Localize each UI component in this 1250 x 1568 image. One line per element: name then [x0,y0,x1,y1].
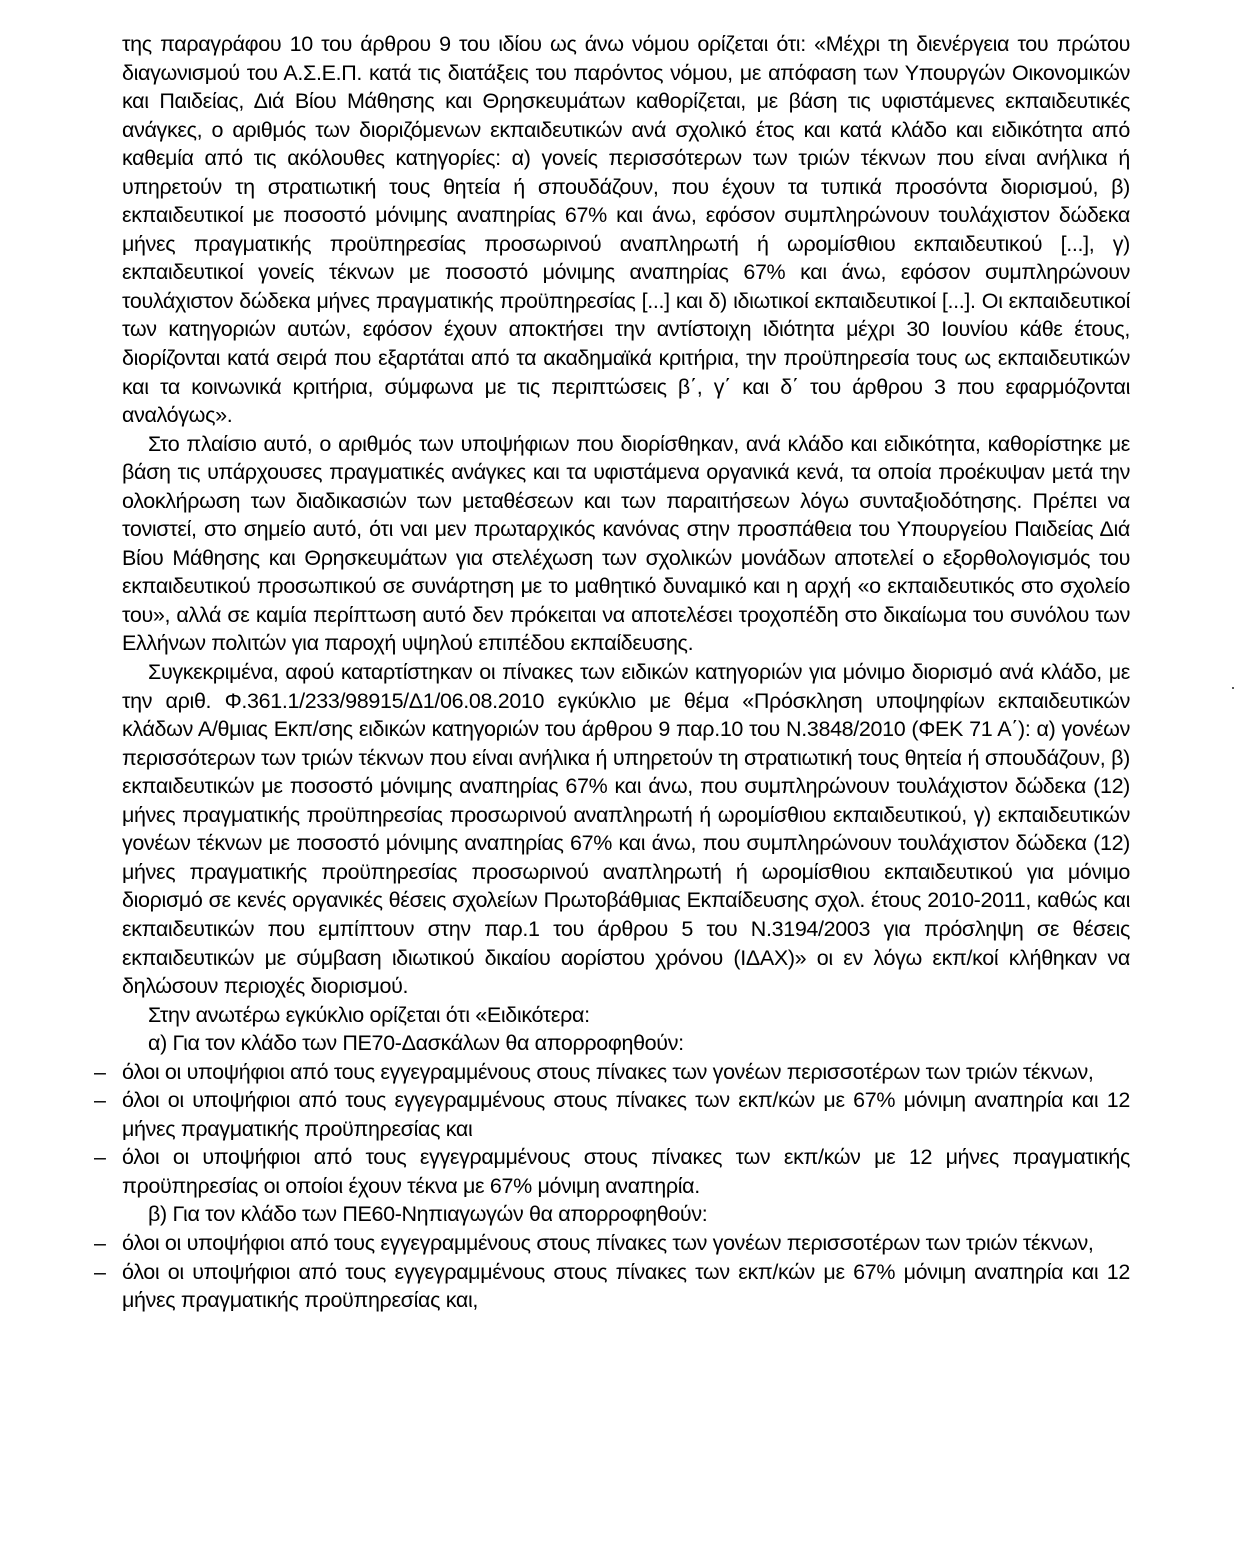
list-item-text: όλοι οι υποψήφιοι από τους εγγεγραμμένους στους πίνακες των γονέων περισσοτέρων των τριών τέκνων, [122,1059,1094,1084]
list-item [94,1258,1130,1315]
section-a-heading: α) Για τον κλάδο των ΠΕ70-Δασκάλων θα απορροφηθούν: [148,1031,684,1056]
dash-bullet-icon: – [94,1088,106,1113]
list-item-text: όλοι οι υποψήφιοι από τους εγγεγραμμένους στους πίνακες των γονέων περισσοτέρων των τριών τέκνων, [122,1230,1094,1255]
paragraph-continuation: της παραγράφου 10 του άρθρου 9 του ιδίου ως άνω νόμου ορίζεται ότι: «Μέχρι τη διενέργεια του πρώτου διαγωνισμού του Α.Σ.Ε.Π. κατά τις διατάξεις του παρόντος νόμου, με απόφαση των Υπουργών Οικονομικών και Παιδείας, Διά Βίου Μάθησης και Θρησκευμάτων καθορίζεται, με βάση τις υφιστάμενες εκπαιδευτικές ανάγκες, ο αριθμός των διοριζόμενων εκπαιδευτικών ανά σχολικό έτος και κατά κλάδο και ειδικότητα από καθεμία από τις ακόλουθες κατηγορίες: α) γονείς περισσότερων των τριών τέκνων που είναι ανήλικα ή υπηρετούν τη στρατιωτική τους θητεία ή σπουδάζουν, που έχουν τα τυπικά προσόντα διορισμού, β) εκπαιδευτικοί με ποσοστό μόνιμης αναπηρίας 67% και άνω, εφόσον συμπληρώνουν τουλάχιστον δώδεκα μήνες πραγματικής προϋπηρεσίας προσωρινού αναπληρωτή ή ωρομίσθιου εκπαιδευτικού [...], γ) εκπαιδευτικοί γονείς τέκνων με ποσοστό μόνιμης αναπηρίας 67% και άνω, εφόσον συμπληρώνουν τουλάχιστον δώδεκα μήνες πραγματικής προϋπηρεσίας [...] και δ) ιδιωτικοί εκπαιδευτικοί [...]. Οι εκπαιδευτικοί των κατηγοριών αυτών, εφόσον έχουν αποκτήσει την αντίστοιχη ιδιότητα μέχρι 30 Ιουνίου κάθε έτους, διορίζονται κατά σειρά που εξαρτάται από τα ακαδημαϊκά κριτήρια, την προϋπηρεσία τους ως εκπαιδευτικών και τα κοινωνικά κριτήρια, σύμφωνα με τις περιπτώσεις β΄, γ΄ και δ΄ του άρθρου 3 που εφαρμόζονται αναλόγως». [122,32,1130,428]
paragraph-context: Στο πλαίσιο αυτό, ο αριθμός των υποψήφιων που διορίσθηκαν, ανά κλάδο και ειδικότητα, καθορίστηκε με βάση τις υπάρχουσες πραγματικές ανάγκες και τα υφιστάμενα οργανικά κενά, τα οποία προέκυψαν μετά την ολοκλήρωση των διαδικασιών των μεταθέσεων και των παραιτήσεων λόγω συνταξιοδότησης. Πρέπει να τονιστεί, στο σημείο αυτό, ότι ναι μεν πρωταρχικός κανόνας στην προσπάθεια του Υπουργείου Παιδείας Διά Βίου Μάθησης και Θρησκευμάτων για στελέχωση των σχολικών μονάδων αποτελεί ο εξορθολογισμός του εκπαιδευτικού προσωπικού σε συνάρτηση με το μαθητικό δυναμικό και η αρχή «ο εκπαιδευτικός στο σχολείο του», αλλά σε καμία περίπτωση αυτό δεν πρόκειται να αποτελέσει τροχοπέδη στο δικαίωμα του συνόλου των Ελλήνων πολιτών για παροχή υψηλού επιπέδου εκπαίδευσης. [122,431,1130,656]
list-item-text: όλοι οι υποψήφιοι από τους εγγεγραμμένους στους πίνακες των εκπ/κών με 12 μήνες πραγματικής προϋπηρεσίας οι οποίοι έχουν τέκνα με 67% μόνιμη αναπηρία. [122,1145,1130,1198]
dash-bullet-icon: – [94,1259,106,1284]
section-b-heading: β) Για τον κλάδο των ΠΕ60-Νηπιαγωγών θα απορροφηθούν: [148,1202,708,1227]
list-item-text: όλοι οι υποψήφιοι από τους εγγεγραμμένους στους πίνακες των εκπ/κών με 67% μόνιμη αναπηρία και 12 μήνες πραγματικής προϋπηρεσίας και [122,1088,1130,1141]
document-page [94,30,1130,1315]
list-item [94,1086,1130,1143]
paragraph-circular: Συγκεκριμένα, αφού καταρτίστηκαν οι πίνακες των ειδικών κατηγοριών για μόνιμο διορισμό ανά κλάδο, με την αριθ. Φ.361.1/233/98915/Δ1/06.08.2010 εγκύκλιο με θέμα «Πρόσκληση υποψηφίων εκπαιδευτικών κλάδων Α/θμιας Εκπ/σης ειδικών κατηγοριών του άρθρου 9 παρ.10 του Ν.3848/2010 (ΦΕΚ 71 Α΄): α) γονέων περισσότερων των τριών τέκνων που είναι ανήλικα ή υπηρετούν τη στρατιωτική τους θητεία ή σπουδάζουν, β) εκπαιδευτικών με ποσοστό μόνιμης αναπηρίας 67% και άνω, που συμπληρώνουν τουλάχιστον δώδεκα (12) μήνες πραγματικής προϋπηρεσίας προσωρινού αναπληρωτή ή ωρομίσθιου εκπαιδευτικού, γ) εκπαιδευτικών γονέων τέκνων με ποσοστό μόνιμης αναπηρίας 67% και άνω, που συμπληρώνουν τουλάχιστον δώδεκα (12) μήνες πραγματικής προϋπηρεσίας προσωρινού αναπληρωτή ή ωρομίσθιου εκπαιδευτικού για μόνιμο διορισμό σε κενές οργανικές θέσεις σχολείων Πρωτοβάθμιας Εκπαίδευσης σχολ. έτους 2010-2011, καθώς και εκπαιδευτικών που εμπίπτουν στην παρ.1 του άρθρου 5 του Ν.3194/2003 για πρόσληψη σε θέσεις εκπαιδευτικών με σύμβαση ιδιωτικού δικαίου αορίστου χρόνου (ΙΔΑΧ)» οι εν λόγω εκπ/κοί κλήθηκαν να δηλώσουν περιοχές διορισμού. [122,660,1130,999]
list-item-text: όλοι οι υποψήφιοι από τους εγγεγραμμένους στους πίνακες των εκπ/κών με 67% μόνιμη αναπηρία και 12 μήνες πραγματικής προϋπηρεσίας και, [122,1259,1130,1313]
dash-bullet-icon: – [94,1145,106,1170]
dash-bullet-icon: – [94,1059,106,1084]
dash-bullet-icon: – [94,1230,106,1255]
list-item [94,1143,1130,1200]
list-item [94,1058,1130,1087]
paragraph-circular-intro: Στην ανωτέρω εγκύκλιο ορίζεται ότι «Ειδικότερα: [148,1002,590,1027]
scan-artifact [1232,687,1234,689]
list-item [94,1229,1130,1258]
